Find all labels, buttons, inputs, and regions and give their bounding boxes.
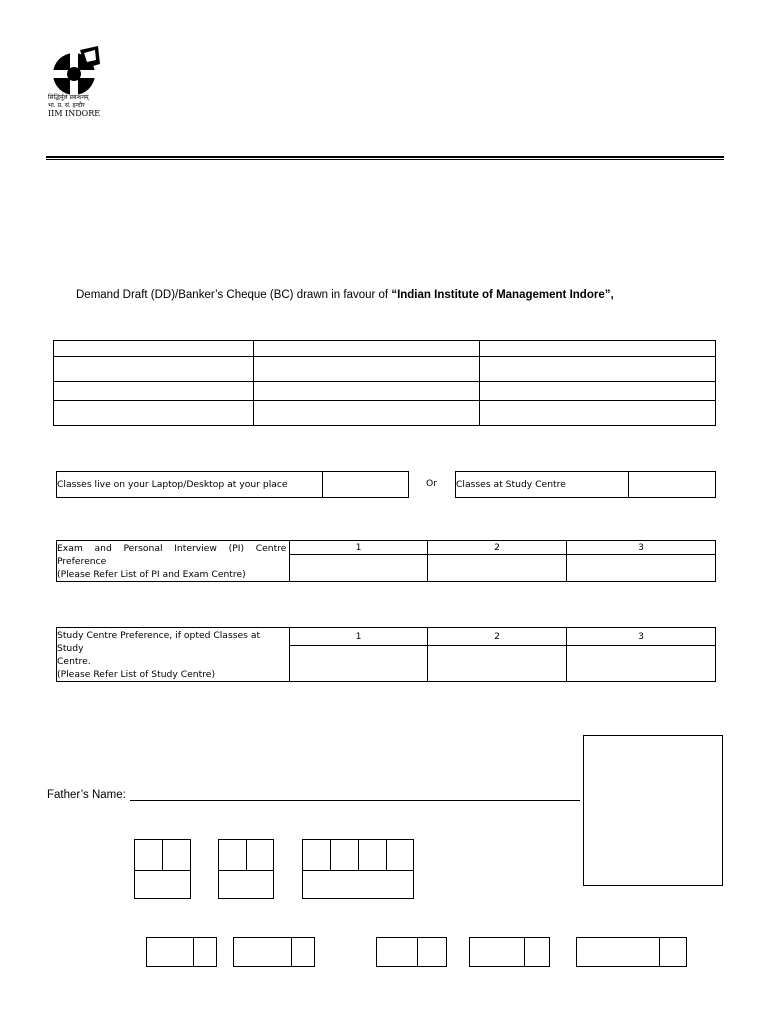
exam-pref-col-header: 3 bbox=[567, 541, 716, 555]
study-centre-label-line2: Centre. bbox=[57, 656, 91, 667]
dd-cell[interactable] bbox=[54, 401, 254, 426]
exam-pi-label bbox=[57, 541, 290, 582]
option-box-1 bbox=[146, 937, 217, 967]
table-row bbox=[54, 341, 716, 357]
father-name-label: Father’s Name: bbox=[47, 789, 126, 801]
father-name-field[interactable] bbox=[130, 800, 580, 801]
dd-cell[interactable] bbox=[254, 382, 480, 401]
exam-pref-choice-2[interactable] bbox=[428, 555, 567, 582]
table-row bbox=[54, 357, 716, 382]
study-centre-preference-table bbox=[56, 627, 716, 682]
dob-month-box bbox=[218, 839, 274, 899]
study-pref-col-header: 1 bbox=[290, 628, 428, 646]
dob-year-digit-4[interactable] bbox=[387, 840, 413, 871]
exam-pi-label-line2: Preference bbox=[57, 556, 107, 567]
centre-classes-label: Classes at Study Centre bbox=[456, 472, 629, 498]
dd-cell[interactable] bbox=[480, 401, 716, 426]
or-label: Or bbox=[426, 478, 438, 489]
dd-cell[interactable] bbox=[254, 357, 480, 382]
table-row bbox=[54, 382, 716, 401]
dd-cell[interactable] bbox=[254, 401, 480, 426]
study-pref-choice-2[interactable] bbox=[428, 646, 567, 682]
dob-year-digit-3[interactable] bbox=[359, 840, 387, 871]
study-pref-choice-3[interactable] bbox=[567, 646, 716, 682]
study-centre-label-line3: (Please Refer List of Study Centre) bbox=[57, 669, 216, 680]
dd-cell[interactable] bbox=[54, 382, 254, 401]
dob-month-digit-2[interactable] bbox=[247, 840, 273, 871]
study-centre-label bbox=[57, 628, 290, 682]
dob-year-box bbox=[302, 839, 414, 899]
centre-classes-checkbox[interactable] bbox=[629, 472, 716, 498]
exam-pref-choice-3[interactable] bbox=[567, 555, 716, 582]
dob-day-digit-2[interactable] bbox=[163, 840, 190, 871]
option-box-4 bbox=[469, 937, 550, 967]
option-box-5-check[interactable] bbox=[659, 938, 686, 966]
class-mode-centre bbox=[455, 471, 716, 498]
option-box-3 bbox=[376, 937, 447, 967]
live-classes-checkbox[interactable] bbox=[323, 472, 409, 498]
live-classes-label: Classes live on your Laptop/Desktop at your place bbox=[57, 472, 323, 498]
option-box-2 bbox=[233, 937, 315, 967]
header-rule-top bbox=[46, 156, 724, 158]
dd-cell[interactable] bbox=[54, 357, 254, 382]
payment-prefix: Demand Draft (DD)/Banker’s Cheque (BC) drawn in favour of bbox=[76, 289, 392, 301]
exam-pref-col-header: 2 bbox=[428, 541, 567, 555]
dd-cell[interactable] bbox=[480, 357, 716, 382]
dd-details-table bbox=[53, 340, 716, 426]
header-rule-bottom bbox=[46, 159, 724, 160]
dd-cell[interactable] bbox=[480, 382, 716, 401]
exam-pi-preference-table bbox=[56, 540, 716, 582]
dd-cell[interactable] bbox=[254, 341, 480, 357]
option-box-3-check[interactable] bbox=[417, 938, 446, 966]
option-box-4-check[interactable] bbox=[524, 938, 549, 966]
exam-pi-label-line3: (Please Refer List of PI and Exam Centre) bbox=[57, 569, 246, 580]
study-pref-col-header: 3 bbox=[567, 628, 716, 646]
logo-hindi-abbr: भा. प्र. सं. इन्दौर bbox=[48, 102, 85, 109]
dob-month-digit-1[interactable] bbox=[219, 840, 247, 871]
logo-english: IIM INDORE bbox=[48, 109, 101, 118]
dob-year-digit-1[interactable] bbox=[303, 840, 331, 871]
iim-emblem-icon bbox=[50, 44, 102, 96]
option-box-1-check[interactable] bbox=[193, 938, 216, 966]
exam-pref-choice-1[interactable] bbox=[290, 555, 428, 582]
exam-pi-label-line1: Exam and Personal Interview (PI) Centre bbox=[57, 543, 287, 554]
dd-cell[interactable] bbox=[54, 341, 254, 357]
study-centre-label-line1: Study Centre Preference, if opted Classes at Study bbox=[57, 630, 261, 654]
dob-year-digit-2[interactable] bbox=[331, 840, 359, 871]
study-pref-choice-1[interactable] bbox=[290, 646, 428, 682]
payment-instruction bbox=[76, 289, 614, 301]
logo-hindi-motto: सिद्धिर्मूलं प्रबन्धनम् bbox=[48, 94, 89, 101]
institute-logo bbox=[48, 44, 104, 122]
photo-box[interactable] bbox=[583, 735, 723, 886]
dob-day-digit-1[interactable] bbox=[135, 840, 163, 871]
table-row bbox=[54, 401, 716, 426]
study-pref-col-header: 2 bbox=[428, 628, 567, 646]
exam-pref-col-header: 1 bbox=[290, 541, 428, 555]
class-mode-live bbox=[56, 471, 409, 498]
payee-name: “Indian Institute of Management Indore”, bbox=[391, 289, 614, 301]
option-box-2-check[interactable] bbox=[291, 938, 314, 966]
dd-cell[interactable] bbox=[480, 341, 716, 357]
option-box-5 bbox=[576, 937, 687, 967]
dob-day-box bbox=[134, 839, 191, 899]
